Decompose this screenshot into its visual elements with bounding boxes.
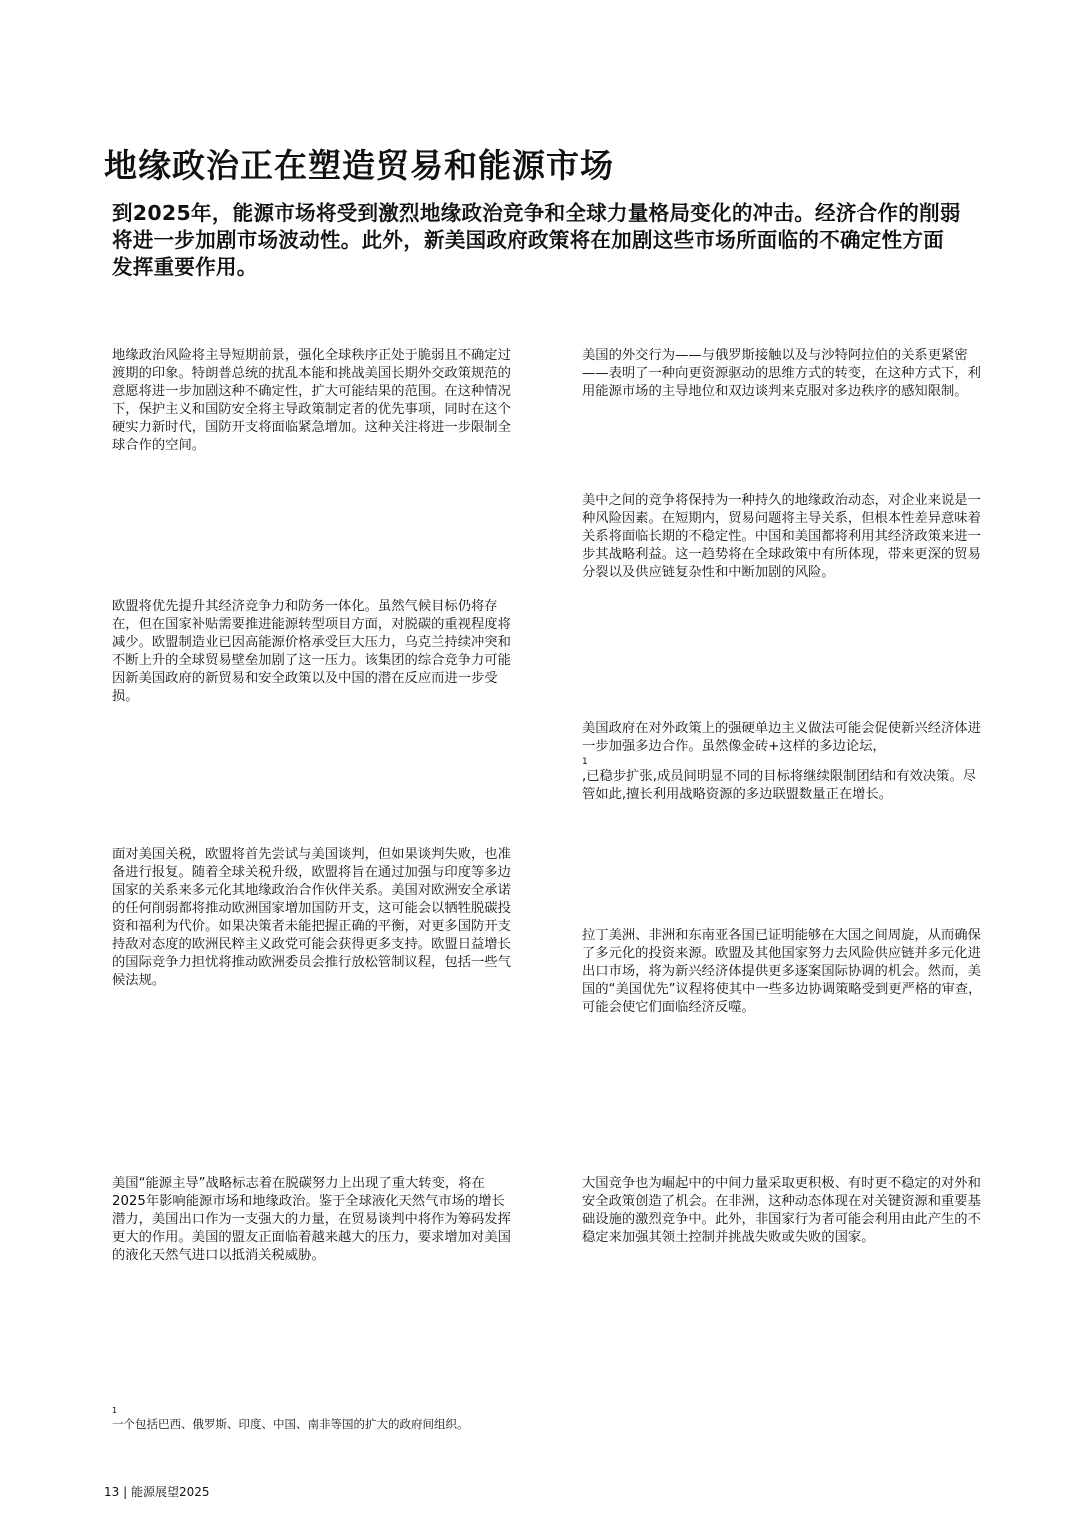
left-paragraph-3: 面对美国关税，欧盟将首先尝试与美国谈判，但如果谈判失败，也准备进行报复。随着全球关税升级，欧盟将旨在通过加强与印度等多边国家的关系来多元化其地缘政治合作伙伴关系。美国对欧洲安全承诺的任何削弱都将推动欧洲国家增加国防开支，这可能会以牺牲脱碳投资和福利为代价。如果决策者未能把握正确的平衡，对更多国防开支持敌对态度的欧洲民粹主义政党可能会获得更多支持。欧盟日益增长的国际竞争力担忧将推动欧洲委员会推行放松管制议程，包括一些气候法规。 bbox=[112, 847, 511, 988]
page-title: 地缘政治正在塑造贸易和能源市场 bbox=[104, 146, 614, 186]
lead-paragraph: 到2025年，能源市场将受到激烈地缘政治竞争和全球力量格局变化的冲击。经济合作的削弱将进一步加剧市场波动性。此外，新美国政府政策将在加剧这些市场所面临的不确定性方面发挥重要作用。 bbox=[112, 201, 961, 279]
page-footer: 13 | 能源展望2025 bbox=[104, 1485, 210, 1499]
footnote-reference: 1 bbox=[582, 757, 588, 767]
right-paragraph-3 bbox=[582, 720, 982, 804]
right-paragraph-1: 美国的外交行为——与俄罗斯接触以及与沙特阿拉伯的关系更紧密——表明了一种向更资源驱动的思维方式的转变，在这种方式下，利用能源市场的主导地位和双边谈判来克服对多边秩序的感知限制。 bbox=[582, 348, 981, 399]
left-paragraph-1: 地缘政治风险将主导短期前景，强化全球秩序正处于脆弱且不确定过渡期的印象。特朗普总统的扰乱本能和挑战美国长期外交政策规范的意愿将进一步加剧这种不确定性，扩大可能结果的范围。在这种情况下，保护主义和国防安全将主导政策制定者的优先事项，同时在这个硬实力新时代，国防开支将面临紧急增加。这种关注将进一步限制全球合作的空间。 bbox=[112, 348, 511, 453]
left-paragraph-4: 美国“能源主导”战略标志着在脱碳努力上出现了重大转变，将在2025年影响能源市场和地缘政治。鉴于全球液化天然气市场的增长潜力，美国出口作为一支强大的力量，在贸易谈判中将作为筹码发挥更大的作用。美国的盟友正面临着越来越大的压力，要求增加对美国的液化天然气进口以抵消关税威胁。 bbox=[112, 1176, 511, 1263]
right-paragraph-2: 美中之间的竞争将保持为一种持久的地缘政治动态，对企业来说是一种风险因素。在短期内，贸易问题将主导关系，但根本性差异意味着关系将面临长期的不稳定性。中国和美国都将利用其经济政策来进一步其战略利益。这一趋势将在全球政策中有所体现，带来更深的贸易分裂以及供应链复杂性和中断加剧的风险。 bbox=[582, 493, 981, 580]
right-paragraph-4: 拉丁美洲、非洲和东南亚各国已证明能够在大国之间周旋，从而确保了多元化的投资来源。欧盟及其他国家努力去风险供应链并多元化进出口市场，将为新兴经济体提供更多逐案国际协调的机会。然而，美国的“美国优先”议程将使其中一些多边协调策略受到更严格的审查，可能会使它们面临经济反噬。 bbox=[582, 928, 982, 1015]
footnote-text: 一个包括巴西、俄罗斯、印度、中国、南非等国的扩大的政府间组织。 bbox=[112, 1417, 469, 1431]
footnote-number: 1 bbox=[112, 1406, 118, 1415]
right-paragraph-3b: ,已稳步扩张,成员间明显不同的目标将继续限制团结和有效决策。尽管如此,擅长利用战略资源的多边联盟数量正在增长。 bbox=[582, 769, 977, 802]
left-paragraph-2: 欧盟将优先提升其经济竞争力和防务一体化。虽然气候目标仍将存在，但在国家补贴需要推进能源转型项目方面，对脱碳的重视程度将减少。欧盟制造业已因高能源价格承受巨大压力，乌克兰持续冲突和不断上升的全球贸易壁垒加剧了这一压力。该集团的综合竞争力可能因新美国政府的新贸易和安全政策以及中国的潜在反应而进一步受损。 bbox=[112, 599, 511, 704]
right-paragraph-3a: 美国政府在对外政策上的强硬单边主义做法可能会促使新兴经济体进一步加强多边合作。虽然像金砖+这样的多边论坛， bbox=[582, 721, 981, 754]
right-paragraph-5: 大国竞争也为崛起中的中间力量采取更积极、有时更不稳定的对外和安全政策创造了机会。在非洲，这种动态体现在对关键资源和重要基础设施的激烈竞争中。此外，非国家行为者可能会利用由此产生的不稳定来加强其领土控制并挑战失败或失败的国家。 bbox=[582, 1176, 981, 1245]
footnote bbox=[112, 1406, 812, 1432]
